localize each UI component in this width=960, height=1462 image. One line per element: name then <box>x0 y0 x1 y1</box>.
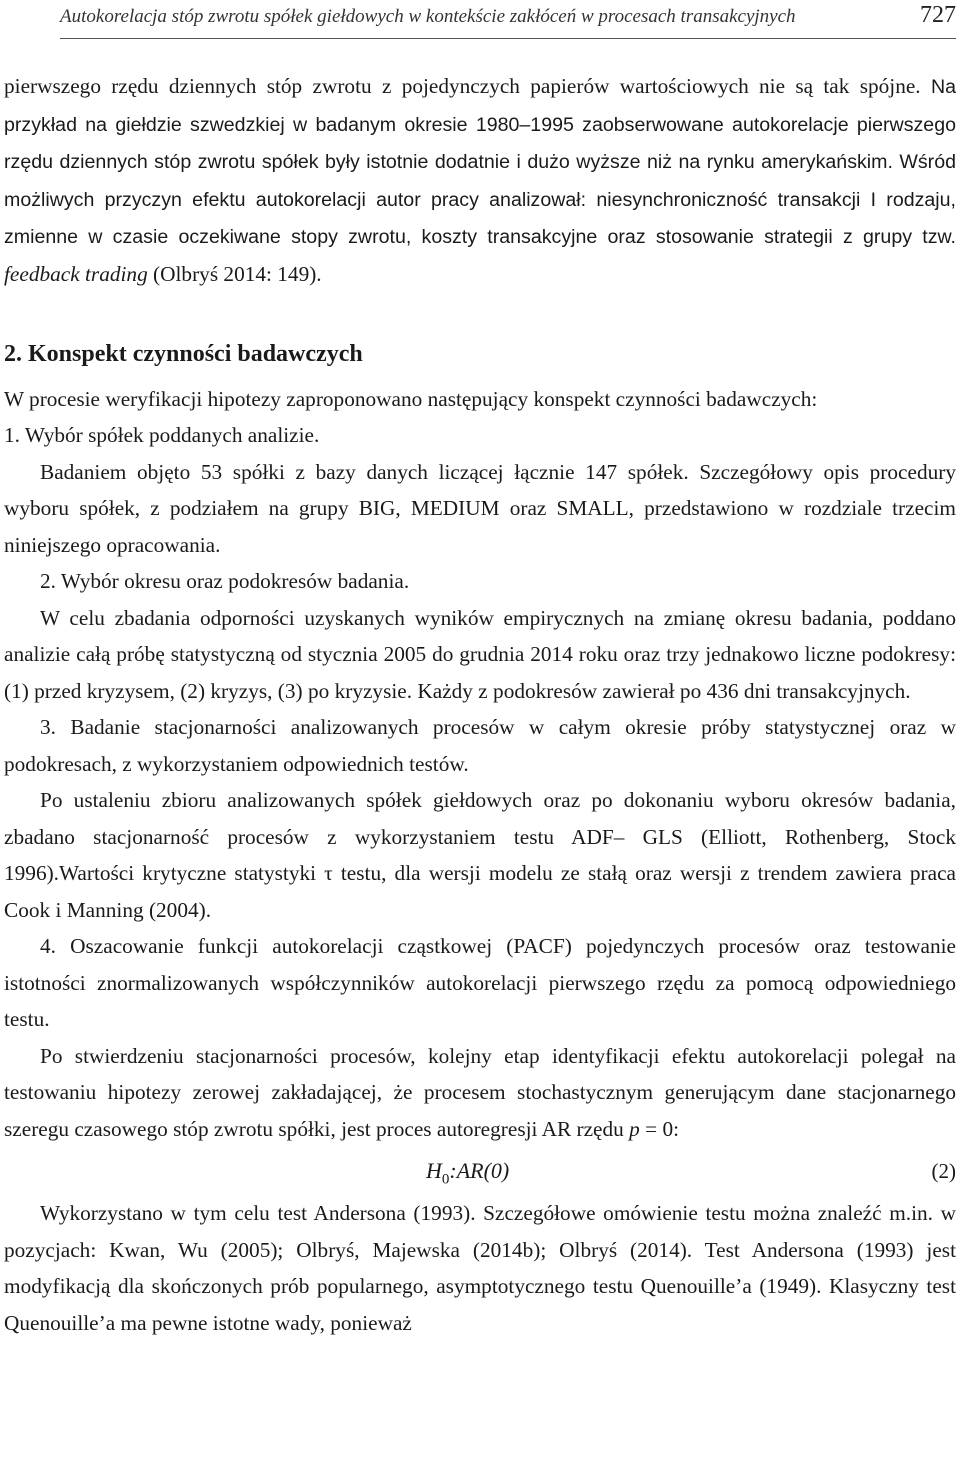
equation-number: (2) <box>931 1159 956 1183</box>
paragraph-step-1: Badaniem objęto 53 spółki z bazy danych liczącej łącznie 147 spółek. Szczegółowy opis procedury wyboru spółek, z podziałem na grupy BIG, MEDIUM oraz SMALL, przedstawiono w rozdziale trzecim niniejszego opracowania. <box>4 459 956 557</box>
paragraph-intro-b: Na przykład na giełdzie szwedzkiej w badanym okresie 1980–1995 zaobserwowane autokorelacje pierwszego rzędu dziennych stóp zwrotu spółek były istotnie dodatnie i dużo wyższe niż na rynku amerykańskim. Wśród możliwych przyczyn efektu autokorelacji autor pracy analizował: niesynchroniczność transakcji I rodzaju, zmienne w czasie oczekiwane stopy zwrotu, koszty transakcyjne oraz stosowanie strategii z grupy tzw. <box>4 76 956 248</box>
term-feedback-trading: feedback trading <box>4 261 148 286</box>
paragraph-step-2: W celu zbadania odporności uzyskanych wyników empirycznych na zmianę okresu badania, poddano analizie całą próbę statystyczną od stycznia 2005 do grudnia 2014 roku oraz trzy jednakowo liczne podokresy: (1) przed kryzysem, (2) kryzys, (3) po kryzysie. Każdy z podokresów zawierał po 436 dni transakcyjnych. <box>4 605 956 703</box>
page-number: 727 <box>920 2 956 28</box>
equation-row <box>4 1147 956 1195</box>
running-header <box>60 2 956 39</box>
equation-subscript: 0 <box>441 1171 450 1188</box>
paragraph-step-4-a: Po stwierdzeniu stacjonarności procesów, kolejny etap identyfikacji efektu autokorelacji polegał na testowaniu hipotezy zerowej zakładającej, że procesem stochastycznym generującym dane stacjonarnego szeregu czasowego stóp zwrotu spółki, jest proces autoregresji AR rzędu <box>4 1043 956 1141</box>
paragraph-intro <box>4 68 956 292</box>
paragraph-step-4-b: = 0: <box>639 1116 680 1141</box>
step-3: 3. Badanie stacjonarności analizowanych procesów w całym okresie próby statystycznej oraz w podokresach, z wykorzystaniem odpowiednich testów. <box>4 715 956 776</box>
body-text <box>4 68 956 1341</box>
equation-h: H <box>426 1158 442 1183</box>
variable-p: p <box>629 1116 640 1141</box>
step-4: 4. Oszacowanie funkcji autokorelacji cząstkowej (PACF) pojedynczych procesów oraz testowanie istotności znormalizowanych współczynników autokorelacji pierwszego rzędu za pomocą odpowiedniego testu. <box>4 934 956 1031</box>
step-1: 1. Wybór spółek poddanych analizie. <box>4 423 320 447</box>
running-title: Autokorelacja stóp zwrotu spółek giełdowych w kontekście zakłóceń w procesach transakcyjnych <box>60 6 796 27</box>
paragraph-anderson-test: Wykorzystano w tym celu test Andersona (1993). Szczegółowe omówienie testu można znaleźć m.in. w pozycjach: Kwan, Wu (2005); Olbryś, Majewska (2014b); Olbryś (2014). Test Andersona (1993) jest modyfikacją dla skończonych prób popularnego, asymptotycznego testu Quenouille’a (1949). Klasyczny test Quenouille’a ma pewne istotne wady, ponieważ <box>4 1201 956 1335</box>
paragraph-outline-intro: W procesie weryfikacji hipotezy zaproponowano następujący konspekt czynności badawczych: <box>4 386 818 411</box>
paragraph-intro-a: pierwszego rzędu dziennych stóp zwrotu z pojedynczych papierów wartościowych nie są tak spójne. <box>4 74 931 98</box>
paragraph-step-4 <box>4 1038 956 1148</box>
equation <box>426 1147 509 1203</box>
citation-olbrys: (Olbryś 2014: 149). <box>147 261 322 286</box>
section-heading: 2. Konspekt czynności badawczych <box>4 341 363 367</box>
paragraph-step-3: Po ustaleniu zbioru analizowanych spółek giełdowych oraz po dokonaniu wyboru okresów badania, zbadano stacjonarność procesów z wykorzystaniem testu ADF– GLS (Elliott, Rothenberg, Stock 1996).Wartości krytyczne statystyki τ testu, dla wersji modelu ze stałą oraz wersji z trendem zawiera praca Cook i Manning (2004). <box>4 788 956 922</box>
step-2: 2. Wybór okresu oraz podokresów badania. <box>40 569 410 593</box>
equation-rest: :AR(0) <box>449 1158 510 1183</box>
